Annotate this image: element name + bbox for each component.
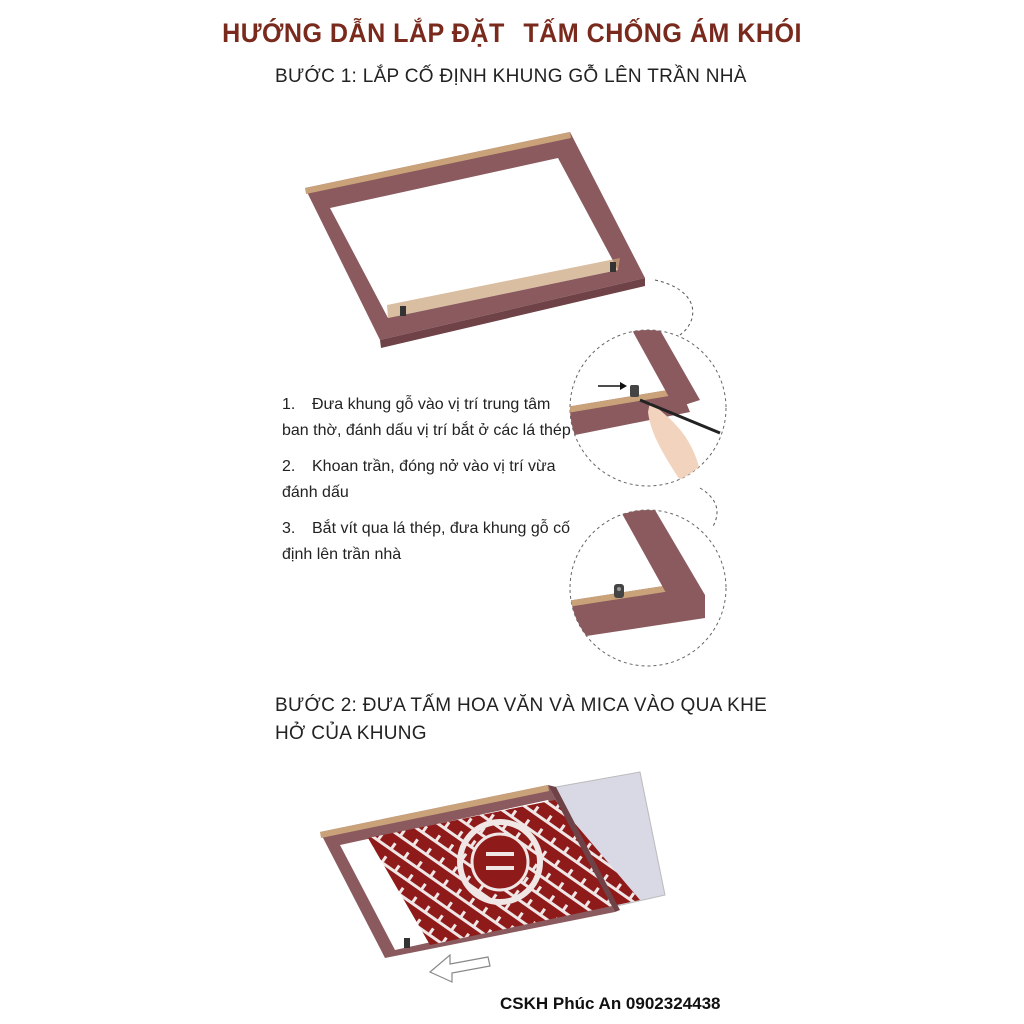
list-item-text: Bắt vít qua lá thép, đưa khung gỗ cố định lên trần nhà [282,520,570,563]
list-item-number: 3. [282,520,296,537]
arrow-left-icon [430,955,490,982]
detail-circle-screw [560,510,726,666]
frame-illustration [305,132,645,348]
detail-circle-marking [560,330,726,486]
pattern-panel-illustration [320,772,665,958]
step2-heading: BƯỚC 2: ĐƯA TẤM HOA VĂN VÀ MICA VÀO QUA KHE HỞ CỦA KHUNG [275,695,768,744]
list-item [282,392,572,444]
contact-footer: CSKH Phúc An 0902324438 [500,994,721,1013]
list-item-number: 2. [282,458,296,475]
connector-line-1 [655,280,693,335]
list-item [282,454,572,506]
list-item-number: 1. [282,396,296,413]
title-part1: HƯỚNG DẪN LẮP ĐẶT [222,18,505,48]
list-item-text: Khoan trần, đóng nở vào vị trí vừa đánh dấu [282,458,556,501]
step1-heading: BƯỚC 1: LẮP CỐ ĐỊNH KHUNG GỖ LÊN TRẦN NHÀ [275,66,747,87]
list-item-text: Đưa khung gỗ vào vị trí trung tâm ban thờ, đánh dấu vị trí bắt ở các lá thép [282,396,571,439]
step1-instructions [282,392,572,578]
connector-line-2 [700,488,717,528]
list-item [282,516,572,568]
title-part2: TẤM CHỐNG ÁM KHÓI [523,18,802,48]
